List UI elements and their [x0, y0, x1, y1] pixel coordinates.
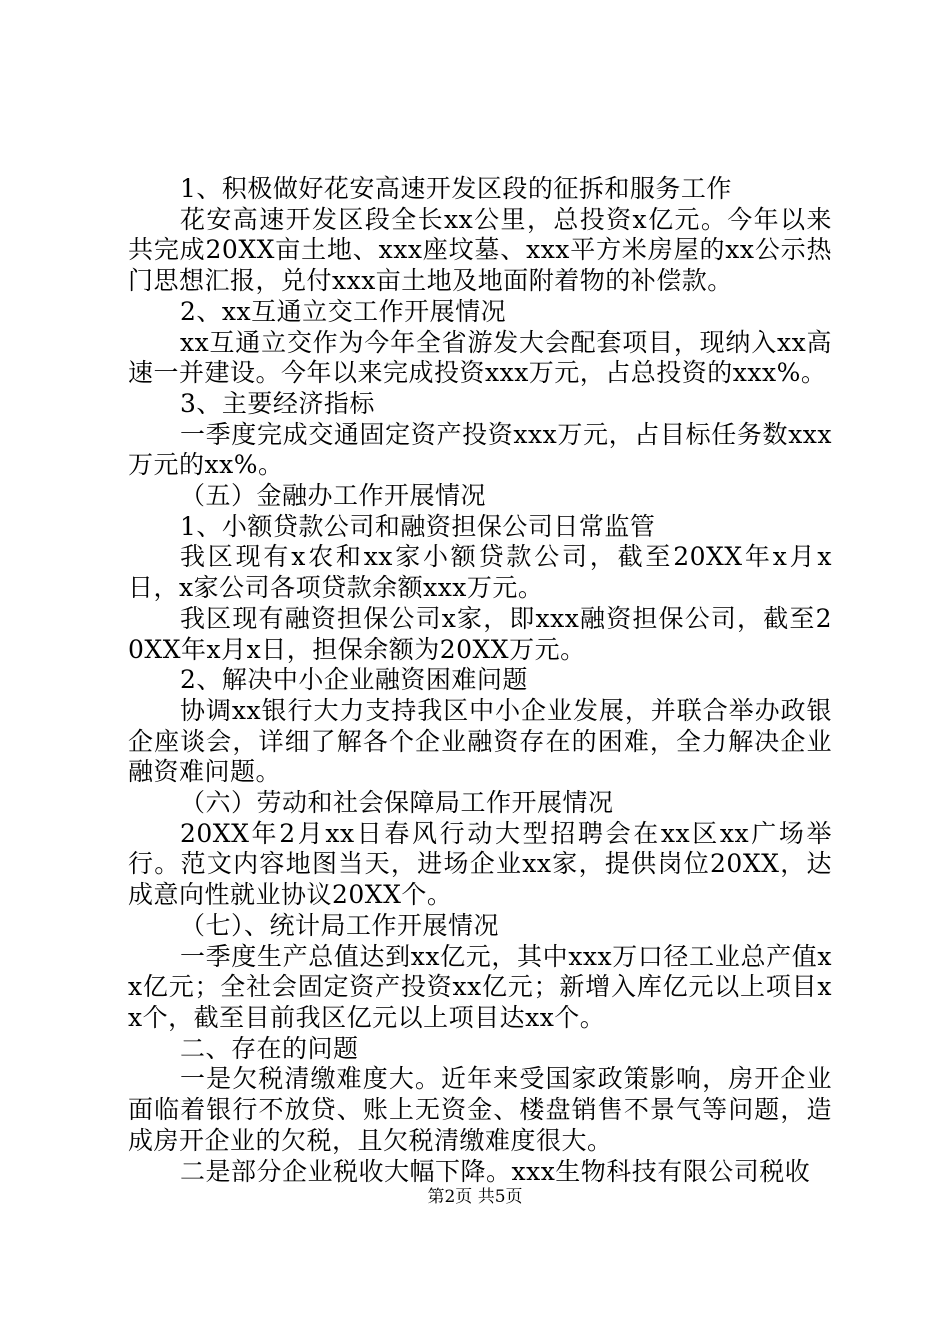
- paragraph-guarantee-companies: 我区现有融资担保公司x家，即xxx融资担保公司，截至20XX年x月x日，担保余额为20XX万元。: [128, 603, 832, 664]
- section-heading-statistics-bureau: （七）、统计局工作开展情况: [180, 910, 500, 940]
- paragraph-problem-one: 一是欠税清缴难度大。近年来受国家政策影响，房开企业面临着银行不放贷、账上无资金、楼盘销售不景气等问题，造成房开企业的欠税，且欠税清缴难度很大。: [128, 1064, 832, 1155]
- section-heading-problems: 二、存在的问题: [180, 1033, 359, 1063]
- heading-huaan-expressway: 1、积极做好花安高速开发区段的征拆和服务工作: [180, 174, 732, 203]
- heading-interchange: 2、xx互通立交工作开展情况: [180, 296, 507, 326]
- heading-economic-indicators: 3、主要经济指标: [180, 388, 375, 418]
- heading-microloan-supervision: 1、小额贷款公司和融资担保公司日常监管: [180, 511, 656, 541]
- paragraph-interchange: xx互通立交作为今年全省游发大会配套项目，现纳入xx高速一并建设。今年以来完成投资xxx万元，占总投资的xxx%。: [128, 327, 832, 388]
- heading-sme-financing: 2、解决中小企业融资困难问题: [180, 665, 528, 695]
- paragraph-huaan-expressway: 花安高速开发区段全长xx公里，总投资x亿元。今年以来共完成20XX亩土地、xxx座坟墓、xxx平方米房屋的xx公示热门思想汇报，兑付xxx亩土地及地面附着物的补偿款。: [128, 204, 832, 296]
- page-number-footer: 第2页 共5页: [427, 1187, 523, 1207]
- paragraph-statistics: 一季度生产总值达到xx亿元，其中xxx万口径工业总产值xx亿元；全社会固定资产投资xx亿元；新增入库亿元以上项目xx个，截至目前我区亿元以上项目达xx个。: [128, 941, 832, 1032]
- paragraph-problem-two: 二是部分企业税收大幅下降。xxx生物科技有限公司税收: [180, 1156, 811, 1186]
- paragraph-economic-indicators: 一季度完成交通固定资产投资xxx万元，占目标任务数xxx万元的xx%。: [128, 419, 832, 480]
- document-body: [128, 174, 832, 1187]
- paragraph-job-fair: 20XX年2月xx日春风行动大型招聘会在xx区xx广场举行。范文内容地图当天，进场企业xx家，提供岗位20XX，达成意向性就业协议20XX个。: [128, 818, 832, 910]
- paragraph-sme-financing: 协调xx银行大力支持我区中小企业发展，并联合举办政银企座谈会，详细了解各个企业融资存在的困难，全力解决企业融资难问题。: [128, 695, 832, 787]
- paragraph-microloan-companies: 我区现有x农和xx家小额贷款公司，截至20XX年x月x日，x家公司各项贷款余额xxx万元。: [128, 542, 832, 603]
- section-heading-labor-bureau: （六）劳动和社会保障局工作开展情况: [180, 788, 614, 818]
- section-heading-finance-office: （五）金融办工作开展情况: [180, 481, 487, 511]
